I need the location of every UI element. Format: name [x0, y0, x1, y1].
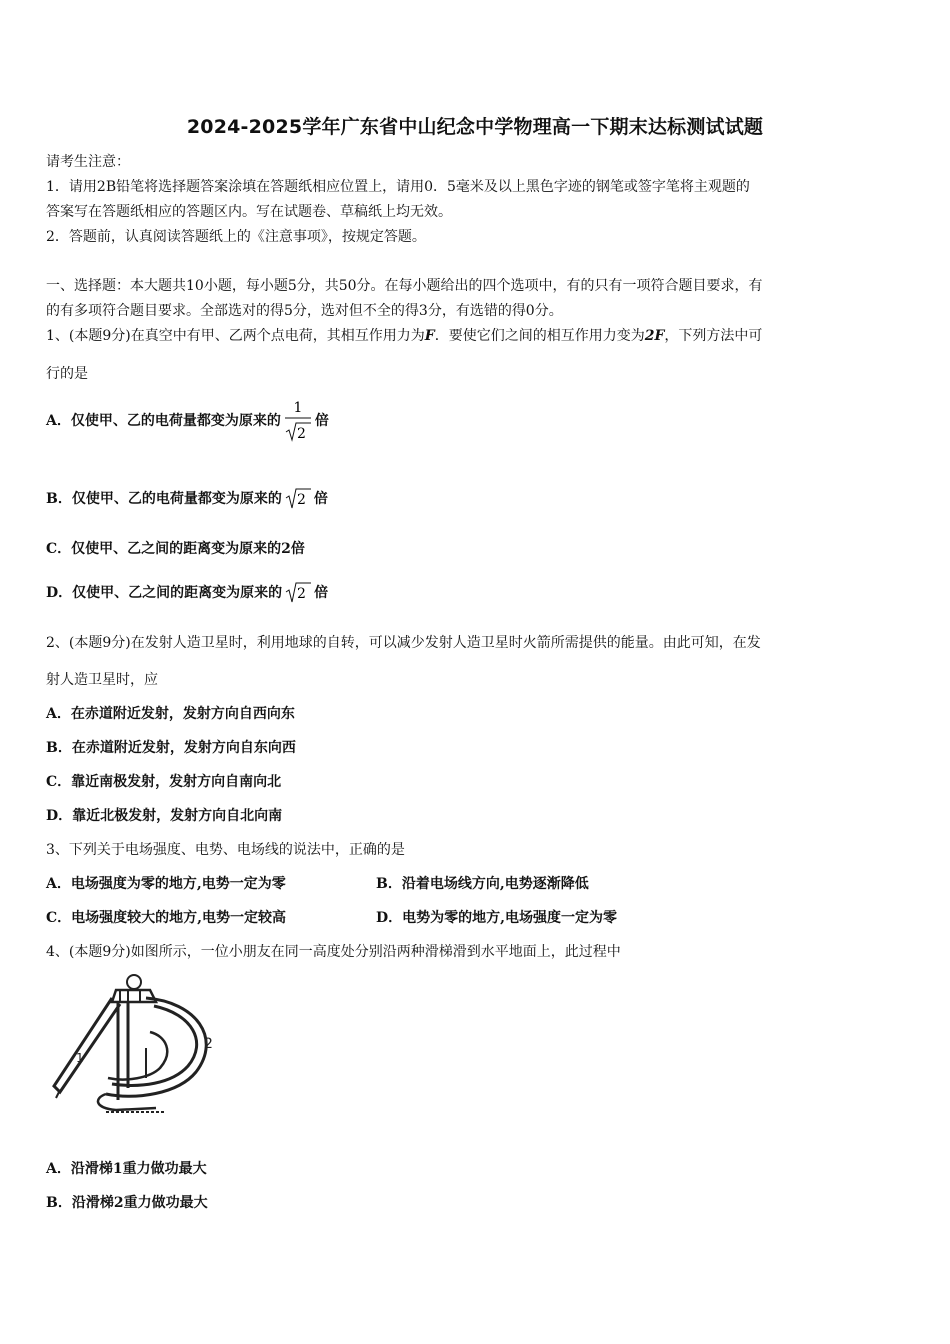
- slides-figure: [46, 968, 226, 1118]
- fraction-radicand: 2: [296, 426, 306, 442]
- question-2-stem-line-2: 射人造卫星时，应: [46, 672, 158, 688]
- notice-item-1-line-1: 1．请用2B铅笔将选择题答案涂填在答题纸相应位置上，请用0．5毫米及以上黑色字迹的钢笔或签字笔将主观题的: [46, 179, 750, 195]
- section-1-intro-line-1: 一、选择题：本大题共10小题，每小题5分，共50分。在每小题给出的四个选项中，有的只有一项符合题目要求，有: [46, 278, 763, 294]
- figure-label-2: 2: [204, 1036, 213, 1052]
- option-b-text: B．仅使甲、乙的电荷量都变为原来的: [46, 491, 282, 507]
- radicand: 2: [297, 586, 307, 602]
- question-1-option-d: [46, 580, 328, 606]
- question-2-option-c: C．靠近南极发射，发射方向自南向北: [46, 774, 282, 790]
- figure-label-1: 1: [76, 1051, 84, 1065]
- question-3-option-d: D．电势为零的地方,电场强度一定为零: [376, 910, 618, 926]
- question-4-stem: 4、(本题9分)如图所示，一位小朋友在同一高度处分别沿两种滑梯滑到水平地面上，此过程中: [46, 944, 621, 960]
- question-1-option-a: [46, 398, 329, 444]
- radicand: 2: [296, 492, 306, 508]
- slides-illustration: [46, 968, 226, 1118]
- notice-heading: 请考生注意：: [46, 154, 130, 170]
- page-title: 2024-2025学年广东省中山纪念中学物理高一下期末达标测试试题: [186, 116, 764, 138]
- question-1-stem-pre: 1、(本题9分)在真空中有甲、乙两个点电荷，其相互作用力为: [46, 328, 425, 344]
- question-2-option-d: D．靠近北极发射，发射方向自北向南: [46, 808, 283, 824]
- force-symbol: F: [424, 328, 435, 344]
- section-1-intro-line-2: 的有多项符合题目要求。全部选对的得5分，选对但不全的得3分，有选错的得0分。: [46, 303, 563, 319]
- question-3-option-a: A．电场强度为零的地方,电势一定为零: [46, 876, 286, 892]
- double-force-symbol: 2F: [644, 328, 665, 344]
- question-1-stem-line-1: [46, 326, 762, 346]
- question-1-option-b: [46, 486, 328, 512]
- option-d-text: D．仅使甲、乙之间的距离变为原来的: [46, 585, 283, 601]
- option-b-suffix: 倍: [313, 491, 328, 507]
- root-two-expression: [284, 580, 312, 606]
- question-4-option-b: B．沿滑梯2重力做功最大: [46, 1195, 208, 1211]
- question-1-option-c: C．仅使甲、乙之间的距离变为原来的2倍: [46, 541, 305, 557]
- question-2-option-b: B．在赤道附近发射，发射方向自东向西: [46, 740, 296, 756]
- notice-item-1-line-2: 答案写在答题纸相应的答题区内。写在试题卷、草稿纸上均无效。: [46, 204, 452, 220]
- option-a-suffix: 倍: [314, 413, 329, 429]
- question-2-stem-line-1: 2、(本题9分)在发射人造卫星时，利用地球的自转，可以减少发射人造卫星时火箭所需提供的能量。由此可知，在发: [46, 635, 761, 651]
- one-over-root-two-fraction: [283, 398, 313, 444]
- option-a-text: A．仅使甲、乙的电荷量都变为原来的: [46, 413, 281, 429]
- fraction-numerator: 1: [293, 400, 303, 416]
- question-3-option-b: B．沿着电场线方向,电势逐渐降低: [376, 876, 589, 892]
- question-4-option-a: A．沿滑梯1重力做功最大: [46, 1161, 207, 1177]
- option-d-suffix: 倍: [314, 585, 329, 601]
- question-1-stem-mid: ．要使它们之间的相互作用力变为: [434, 328, 645, 344]
- notice-item-2: 2．答题前，认真阅读答题纸上的《注意事项》，按规定答题。: [46, 229, 426, 245]
- question-1-stem-post: ，下列方法中可: [664, 328, 763, 344]
- question-2-option-a: A．在赤道附近发射，发射方向自西向东: [46, 706, 295, 722]
- question-3-option-c: C．电场强度较大的地方,电势一定较高: [46, 910, 287, 926]
- question-1-stem-line-2: 行的是: [46, 366, 88, 382]
- root-two-expression: [284, 486, 312, 512]
- question-3-stem: 3、下列关于电场强度、电势、电场线的说法中，正确的是: [46, 842, 405, 858]
